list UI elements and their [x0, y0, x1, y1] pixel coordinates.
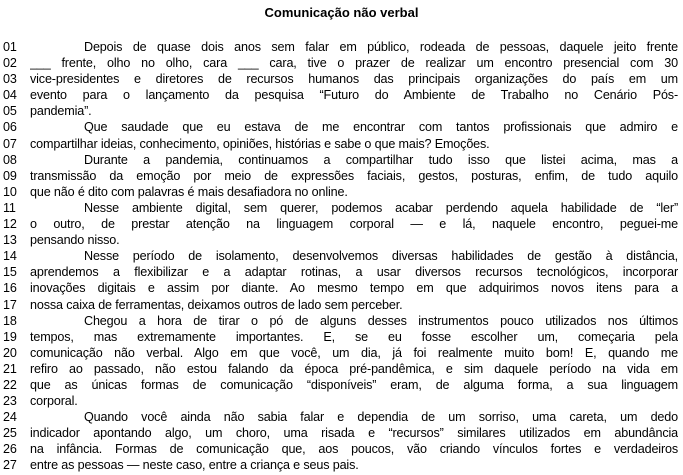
line-text: transmissão da emoção por meio de expressões faciais, gestos, posturas, enfim, de tudo aquilo [30, 168, 678, 183]
text-line [0, 280, 683, 296]
line-text: ___ frente, olho no olho, cara ___ cara, tive o prazer de realizar um encontro presencial com 30 [30, 56, 678, 71]
line-number: 26 [3, 442, 17, 457]
text-line [0, 393, 683, 409]
line-number: 12 [3, 217, 17, 232]
line-number: 02 [3, 56, 17, 71]
line-number: 25 [3, 426, 17, 441]
line-number: 09 [3, 168, 17, 183]
line-text: pensando nisso. [30, 233, 120, 248]
text-line [0, 184, 683, 200]
line-text: Nesse período de isolamento, desenvolvemos diversas habilidades de gestão à distância, [84, 249, 678, 264]
line-text: o outro, de prestar atenção na linguagem corporal — e lá, naquele encontro, peguei-me [30, 217, 678, 232]
text-line [0, 87, 683, 103]
line-number: 27 [3, 458, 17, 473]
text-line [0, 103, 683, 119]
text-line [0, 361, 683, 377]
document-title: Comunicação não verbal [264, 5, 419, 20]
line-number: 16 [3, 281, 17, 296]
line-text: tempos, mas extremamente importantes. E, se eu fosse escolher um, começaria pela [30, 329, 678, 344]
line-text: Depois de quase dois anos sem falar em público, rodeada de pessoas, daquele jeito frente [84, 40, 678, 54]
line-text: Chegou a hora de tirar o pó de alguns desses instrumentos pouco utilizados nos últimos [84, 313, 678, 328]
line-number: 04 [3, 88, 17, 103]
line-number: 20 [3, 345, 17, 360]
line-text: Que saudade que eu estava de me encontrar com tantos profissionais que admiro e [84, 120, 678, 135]
text-line [0, 457, 683, 473]
line-number: 13 [3, 233, 17, 248]
text-line [0, 232, 683, 248]
text-line [0, 409, 683, 425]
line-text: corporal. [30, 394, 78, 409]
text-line [0, 55, 683, 71]
line-text: na infância. Formas de comunicação que, aos poucos, vão criando vínculos fortes e verdadeiros [30, 442, 678, 457]
numbered-text-body [0, 39, 683, 474]
line-number: 06 [3, 120, 17, 135]
line-text: Quando você ainda não sabia falar e dependia de um sorriso, uma careta, um dedo [84, 410, 678, 425]
text-line [0, 329, 683, 345]
line-text: nossa caixa de ferramentas, deixamos outros de lado sem perceber. [30, 297, 403, 312]
line-number: 15 [3, 265, 17, 280]
text-line [0, 248, 683, 264]
text-line [0, 377, 683, 393]
text-line [0, 136, 683, 152]
text-line [0, 119, 683, 135]
text-line [0, 200, 683, 216]
line-number: 22 [3, 377, 17, 392]
line-text: pandemia”. [30, 104, 92, 119]
line-text: Nesse ambiente digital, sem querer, podemos acabar perdendo aquela habilidade de “ler” [84, 200, 678, 215]
line-number: 05 [3, 104, 17, 119]
line-number: 14 [3, 249, 17, 264]
line-text: refiro ao passado, não estou falando da época pré-pandêmica, e sim daquele período na vida em [30, 361, 678, 376]
text-line [0, 264, 683, 280]
line-text: aprendemos a flexibilizar e a adaptar rotinas, a usar diversos recursos tecnológicos, incorporar [30, 265, 678, 280]
text-line [0, 216, 683, 232]
line-text: evento para o lançamento da pesquisa “Futuro do Ambiente de Trabalho no Cenário Pós- [30, 88, 678, 103]
line-text: compartilhar ideias, conhecimento, opiniões, histórias e sabe o que mais? Emoções. [30, 136, 490, 151]
line-number: 03 [3, 72, 17, 87]
text-line [0, 345, 683, 361]
line-text: que as únicas formas de comunicação “disponíveis” eram, de alguma forma, a sua linguagem [30, 377, 678, 392]
text-line [0, 441, 683, 457]
line-text: que não é dito com palavras é mais desafiadora no online. [30, 184, 348, 199]
text-line [0, 39, 683, 55]
line-number: 17 [3, 297, 17, 312]
line-number: 07 [3, 136, 17, 151]
line-text: indicador apontando algo, um choro, uma risada e “recursos” similares utilizados em abundância [30, 426, 678, 441]
text-line [0, 297, 683, 313]
line-number: 11 [3, 200, 16, 215]
line-number: 24 [3, 410, 17, 425]
line-number: 01 [3, 40, 17, 54]
text-line [0, 313, 683, 329]
text-line [0, 152, 683, 168]
line-text: vice-presidentes e diretores de recursos humanos das principais organizações do país em um [30, 72, 678, 87]
line-number: 10 [3, 184, 17, 199]
line-text: comunicação não verbal. Algo em que você, um dia, já foi realmente muito bom! E, quando me [30, 345, 678, 360]
line-number: 19 [3, 329, 17, 344]
line-text: inovações digitais e assim por diante. Ao mesmo tempo em que adquirimos novos itens para a [30, 281, 678, 296]
text-line [0, 71, 683, 87]
line-number: 18 [3, 313, 17, 328]
line-text: entre as pessoas — neste caso, entre a criança e seus pais. [30, 458, 359, 473]
line-number: 21 [3, 361, 17, 376]
line-text: Durante a pandemia, continuamos a compartilhar tudo isso que listei acima, mas a [84, 152, 678, 167]
text-line [0, 425, 683, 441]
text-line [0, 168, 683, 184]
line-number: 23 [3, 394, 17, 409]
line-number: 08 [3, 152, 17, 167]
